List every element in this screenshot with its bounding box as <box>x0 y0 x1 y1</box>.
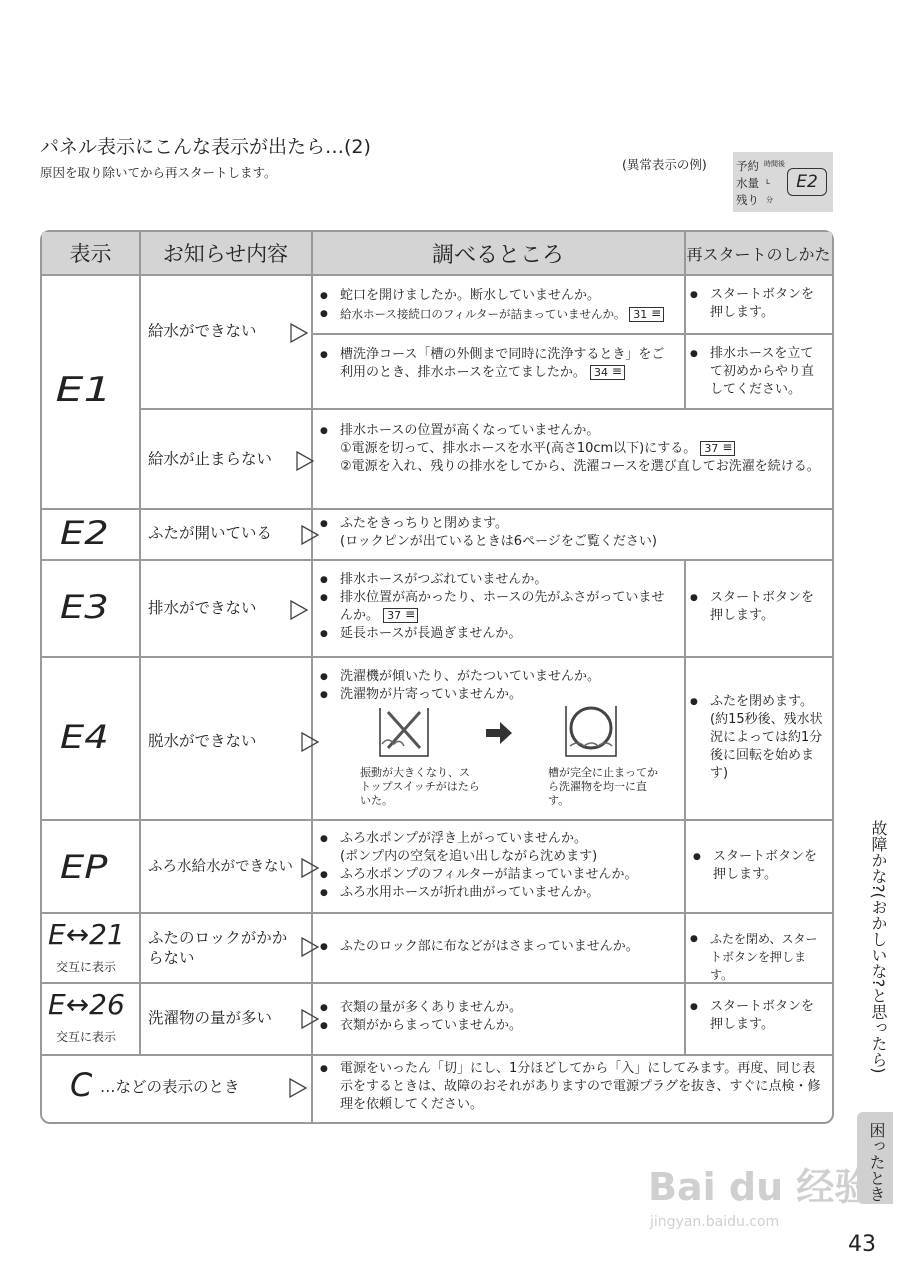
side-tab-label: 困ったとき <box>867 1122 886 1202</box>
check-e1-6: ②電源を入れ、残りの排水をしてから、洗濯コースを選び直してお洗濯を続ける。 <box>340 459 820 474</box>
col-header-restart <box>685 232 832 274</box>
check-e1-3: 槽洗浄コース「槽の外側まで同時に洗浄するとき」をご利用のとき、排水ホースを立てましたか。 <box>340 347 665 380</box>
page-ref-37b[interactable]: 37 ≡ <box>383 608 418 623</box>
page-number: 43 <box>848 1232 876 1257</box>
restart-e26: ● スタートボタンを押します。 <box>700 998 825 1034</box>
col-header-display <box>42 232 139 274</box>
page-title: パネル表示にこんな表示が出たら…(2) <box>40 136 371 158</box>
arrow-icon <box>300 1008 320 1030</box>
check-e2-1: ● ふたをきっちりと閉めます。 <box>330 515 826 533</box>
check-e1-4: ● 排水ホースの位置が高くなっていませんか。 <box>330 422 826 440</box>
tub-unbalanced-illustration <box>374 704 434 762</box>
col-header-display-text: 表示 <box>69 242 112 266</box>
col-header-check-text: 調べるところ <box>431 242 564 268</box>
msg-e1-b: 給水が止まらない <box>148 450 273 468</box>
page-ref-37[interactable]: 37 ≡ <box>700 441 735 456</box>
panel-label-water: 水量 <box>736 176 759 190</box>
code-e1: E1 <box>55 370 112 410</box>
panel-sub-hours: 時間後 <box>764 160 785 168</box>
msg-e4: 脱水ができない <box>148 732 257 750</box>
restart-e4: ● ふたを閉めます。(約15秒後、残水状況によっては約1分後に回転を始めます) <box>700 693 825 783</box>
panel-sub-min: 分 <box>766 196 773 204</box>
check-e3-2: 排水位置が高かったり、ホースの先がふさがっていませんか。 <box>340 590 665 623</box>
restart-e1-1: ● スタートボタンを押します。 <box>700 286 825 322</box>
msg-e26: 洗濯物の量が多い <box>148 1009 273 1027</box>
check-e2-2: (ロックピンが出ているときは6ページをご覧ください) <box>340 534 657 549</box>
msg-e21: ふたのロックがかからない <box>148 929 288 967</box>
msg-c: …などの表示のとき <box>100 1078 240 1096</box>
page-ref-31[interactable]: 31 ≡ <box>629 307 664 322</box>
check-e3-1: ● 排水ホースがつぶれていませんか。 <box>330 571 675 589</box>
code-e4: E4 <box>59 718 109 756</box>
watermark-url: jingyan.baidu.com <box>650 1214 780 1230</box>
alt-display-label: 交互に表示 <box>56 960 117 974</box>
col-header-check <box>312 232 684 274</box>
code-e26: E↔26 <box>48 988 125 1021</box>
check-e4-2: ● 洗濯物が片寄っていませんか。 <box>330 686 675 704</box>
page-subtitle: 原因を取り除いてから再スタートします。 <box>40 165 277 180</box>
panel-code-display <box>787 168 827 196</box>
check-e21: ● ふたのロック部に布などがはさまっていませんか。 <box>330 938 675 956</box>
check-e4-1: ● 洗濯機が傾いたり、がたついていませんか。 <box>330 668 675 686</box>
col-header-notice <box>140 232 311 274</box>
msg-e2: ふたが開いている <box>148 524 273 542</box>
msg-ep: ふろ水給水ができない <box>148 859 293 875</box>
tub-balanced-illustration <box>560 702 622 762</box>
code-ep: EP <box>60 848 108 886</box>
check-c: ● 電源をいったん「切」にし、1分ほどしてから「入」にしてみます。再度、同じ表示をするときは、故障のおそれがありますので電源プラグを抜き、すぐに点検・修理を依頼してください。 <box>330 1060 826 1114</box>
msg-e3: 排水ができない <box>148 599 257 617</box>
check-ep-4: ● ふろ水用ホースが折れ曲がっていませんか。 <box>330 884 675 902</box>
restart-e3: ● スタートボタンを押します。 <box>700 589 825 625</box>
check-e3-3: ● 延長ホースが長過ぎませんか。 <box>330 625 675 643</box>
panel-label-reserve: 予約 <box>736 159 759 173</box>
example-panel <box>733 152 833 212</box>
check-ep-3: ● ふろ水ポンプのフィルターが詰まっていませんか。 <box>330 866 675 884</box>
code-e3: E3 <box>59 588 109 626</box>
arrow-icon <box>300 524 320 546</box>
check-e1-1: ● 蛇口を開けましたか。断水していませんか。 <box>330 287 680 305</box>
arrow-icon <box>300 936 320 958</box>
restart-ep: ● スタートボタンを押します。 <box>703 848 828 884</box>
panel-sub-l: L <box>766 178 770 186</box>
code-e2: E2 <box>59 514 109 552</box>
check-e26-1: ● 衣類の量が多くありませんか。 <box>330 999 675 1017</box>
arrow-icon <box>300 857 320 879</box>
arrow-icon <box>300 731 320 753</box>
arrow-icon <box>289 599 309 621</box>
msg-e1-a: 給水ができない <box>148 322 257 340</box>
check-e1-5: ①電源を切って、排水ホースを水平(高さ10cm以下)にする。 <box>340 441 697 456</box>
side-section-label: 故障かな?(おかしいな?と思ったら) <box>869 820 888 1074</box>
code-c: C <box>70 1066 93 1104</box>
check-e26-2: ● 衣類がからまっていませんか。 <box>330 1017 675 1035</box>
col-header-notice-text: お知らせ内容 <box>162 242 289 266</box>
arrow-icon <box>295 450 315 472</box>
caption-balanced: 槽が完全に止まってから洗濯物を均一に直す。 <box>548 766 658 807</box>
example-label: (異常表示の例) <box>622 157 707 172</box>
panel-label-remain: 残り <box>736 193 759 207</box>
restart-e1-2: ● 排水ホースを立てて初めからやり直してください。 <box>700 345 825 399</box>
check-ep-2: (ポンプ内の空気を追い出しながら沈めます) <box>340 849 598 864</box>
arrow-icon <box>288 1077 308 1099</box>
arrow-icon <box>289 322 309 344</box>
watermark-logo: Bai du 经验 <box>648 1165 873 1209</box>
code-e21: E↔21 <box>48 918 125 951</box>
check-ep-1: ● ふろ水ポンプが浮き上がっていませんか。 <box>330 830 675 848</box>
restart-e21: ● ふたを閉め、スタートボタンを押します。 <box>700 930 825 984</box>
col-header-restart-text: 再スタートのしかた <box>686 244 831 264</box>
page-ref-34[interactable]: 34 ≡ <box>590 365 625 380</box>
check-e1-2: 給水ホース接続口のフィルターが詰まっていませんか。 <box>340 307 626 321</box>
right-arrow-icon <box>484 720 514 746</box>
alt-display-label: 交互に表示 <box>56 1030 117 1044</box>
caption-unbalanced: 振動が大きくなり、ストップスイッチがはたらいた。 <box>360 766 480 807</box>
panel-code: E2 <box>796 172 818 192</box>
